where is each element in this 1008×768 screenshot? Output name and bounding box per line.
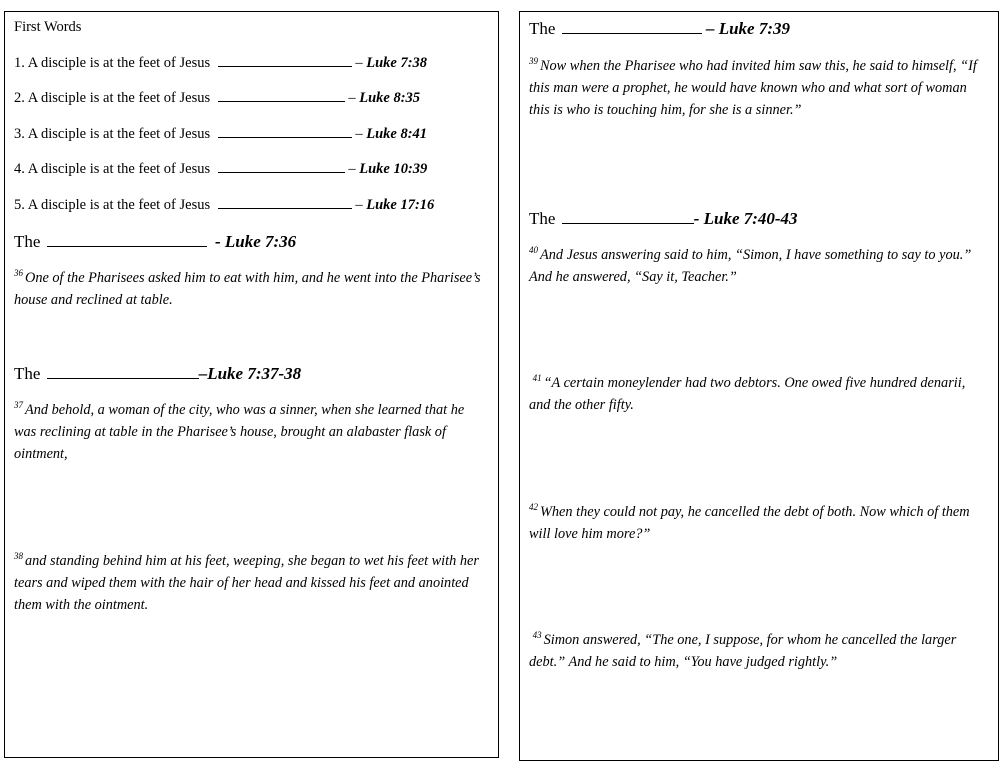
section-answer-blank[interactable] — [562, 209, 694, 224]
answer-blank[interactable] — [218, 54, 352, 67]
verse-number: 41 — [532, 373, 542, 384]
section-heading-7-36 — [14, 232, 296, 252]
question-3 — [14, 125, 427, 143]
answer-blank[interactable] — [218, 125, 352, 138]
verse-text: “A certain moneylender had two debtors. One owed five hundred denarii, and the other fifty. — [529, 375, 966, 413]
verse-text: And behold, a woman of the city, who was a sinner, when she learned that he was reclining at table in the Pharisee’s house, brought an alabaster flask of ointment, — [14, 402, 465, 462]
question-text: 4. A disciple is at the feet of Jesus — [14, 161, 211, 177]
verse-text: One of the Pharisees asked him to eat with him, and he went into the Pharisee’s house and reclined at table. — [14, 270, 481, 308]
answer-blank[interactable] — [218, 89, 345, 102]
worksheet-title: First Words — [14, 19, 82, 35]
verse-text: When they could not pay, he cancelled the debt of both. Now which of them will love him more?” — [529, 504, 970, 542]
verse-number: 39 — [529, 56, 538, 67]
question-reference: Luke 8:35 — [359, 90, 421, 106]
answer-blank[interactable] — [218, 160, 345, 173]
verse-43 — [529, 629, 979, 673]
question-text: 3. A disciple is at the feet of Jesus — [14, 126, 211, 142]
question-dash: – — [348, 161, 356, 177]
verse-number: 38 — [14, 551, 23, 562]
verse-37 — [14, 399, 484, 465]
verse-text: Simon answered, “The one, I suppose, for whom he cancelled the larger debt.” And he said to him, “You have judged rightly.” — [529, 632, 957, 670]
section-answer-blank[interactable] — [47, 232, 207, 247]
verse-text: Now when the Pharisee who had invited him saw this, he said to himself, “If this man were a prophet, he would have known who and what sort of woman this is who is touching him, for she is a sinner.” — [529, 58, 977, 118]
question-dash: – — [355, 126, 363, 142]
section-reference: – Luke 7:39 — [705, 19, 790, 38]
section-label: The — [529, 209, 556, 228]
verse-text: And Jesus answering said to him, “Simon, I have something to say to you.” And he answered, “Say it, Teacher.” — [529, 247, 972, 285]
section-reference: –Luke 7:37-38 — [198, 364, 302, 383]
verse-38 — [14, 550, 489, 616]
section-label: The — [529, 19, 556, 38]
section-answer-blank[interactable] — [47, 364, 199, 379]
verse-39 — [529, 55, 989, 121]
section-reference: - Luke 7:36 — [214, 232, 297, 251]
question-reference: Luke 8:41 — [366, 126, 428, 142]
question-dash: – — [355, 55, 363, 71]
question-5 — [14, 196, 434, 214]
section-reference: - Luke 7:40-43 — [693, 209, 798, 228]
question-dash: – — [355, 197, 363, 213]
verse-41 — [529, 372, 979, 416]
question-reference: Luke 7:38 — [366, 55, 428, 71]
verse-number: 40 — [529, 245, 538, 256]
question-reference: Luke 10:39 — [359, 161, 428, 177]
verse-number: 36 — [14, 268, 23, 279]
verse-text: and standing behind him at his feet, weeping, she began to wet his feet with her tears and wiped them with the hair of her head and kissed his feet and anointed them with the ointment. — [14, 553, 479, 613]
section-heading-7-37-38 — [14, 364, 301, 384]
verse-number: 43 — [532, 630, 542, 641]
question-1 — [14, 54, 427, 72]
section-label: The — [14, 232, 41, 251]
section-answer-blank[interactable] — [562, 19, 702, 34]
question-text: 5. A disciple is at the feet of Jesus — [14, 197, 211, 213]
question-2 — [14, 89, 420, 107]
question-dash: – — [348, 90, 356, 106]
question-reference: Luke 17:16 — [366, 197, 435, 213]
verse-36 — [14, 267, 484, 311]
section-heading-7-39 — [529, 19, 790, 39]
question-text: 1. A disciple is at the feet of Jesus — [14, 55, 211, 71]
verse-number: 42 — [529, 502, 538, 513]
section-heading-7-40-43 — [529, 209, 798, 229]
verse-42 — [529, 501, 984, 545]
verse-number: 37 — [14, 400, 23, 411]
verse-40 — [529, 244, 991, 288]
answer-blank[interactable] — [218, 196, 352, 209]
question-4 — [14, 160, 427, 178]
section-label: The — [14, 364, 41, 383]
left-page-panel — [4, 11, 499, 758]
question-text: 2. A disciple is at the feet of Jesus — [14, 90, 211, 106]
